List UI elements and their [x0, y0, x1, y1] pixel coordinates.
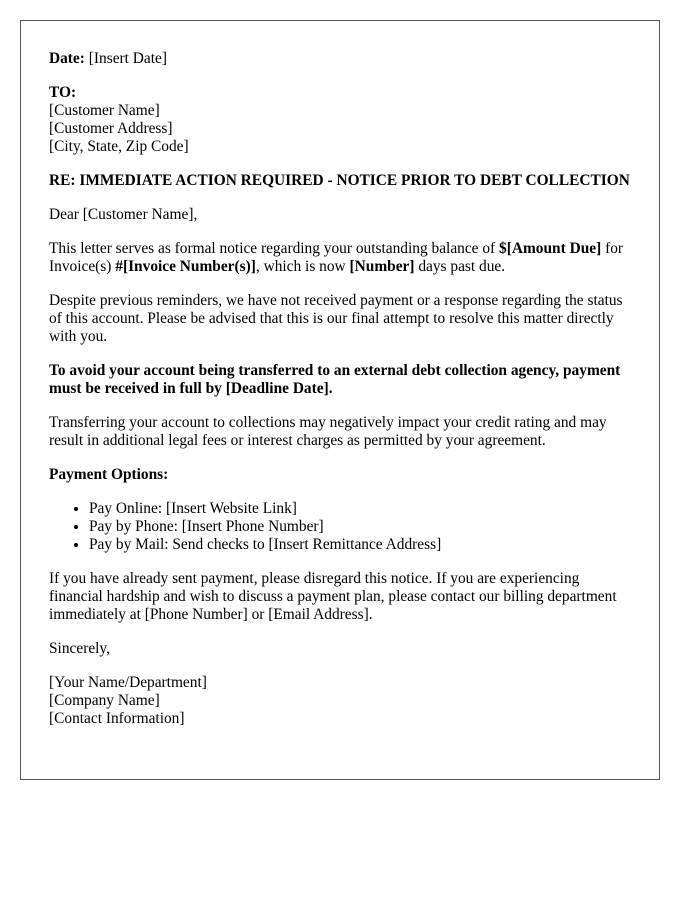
letter-page: [20, 20, 660, 780]
recipient-label: TO:: [49, 84, 77, 101]
signature-name: [Your Name/Department]: [49, 674, 207, 691]
payment-options-list: [49, 500, 631, 554]
payment-option-mail: • Pay by Mail: Send checks to [Insert Remittance Address]: [89, 536, 631, 554]
date-value: [Insert Date]: [88, 50, 167, 67]
signature-contact: [Contact Information]: [49, 710, 185, 727]
warning-paragraph: To avoid your account being transferred to an external debt collection agency, payment must be received in full by [Deadline Date].: [49, 362, 621, 397]
date-label: Date:: [49, 50, 85, 67]
balance-paragraph: [49, 240, 631, 276]
days-past-due: [Number]: [349, 258, 415, 275]
recipient-name: [Customer Name]: [49, 102, 160, 119]
invoice-number: #[Invoice Number(s)]: [115, 258, 256, 275]
reminder-paragraph: Despite previous reminders, we have not received payment or a response regarding the status of this account. Please be advised that this is our final attempt to resolve this matter directly with you.: [49, 292, 623, 345]
closing: Sincerely,: [49, 640, 110, 657]
recipient-address: [Customer Address]: [49, 120, 173, 137]
consequence-paragraph: Transferring your account to collections may negatively impact your credit rating and may result in additional legal fees or interest charges as permitted by your agreement.: [49, 414, 607, 449]
balance-text-2: for Invoice(s): [49, 240, 624, 275]
amount-due: $[Amount Due]: [499, 240, 602, 257]
signature-company: [Company Name]: [49, 692, 160, 709]
subject-line: RE: IMMEDIATE ACTION REQUIRED - NOTICE PRIOR TO DEBT COLLECTION: [49, 172, 630, 189]
salutation: Dear [Customer Name],: [49, 206, 198, 223]
recipient-city-line: [City, State, Zip Code]: [49, 138, 189, 155]
payment-option-online: • Pay Online: [Insert Website Link]: [89, 500, 631, 518]
recipient-block: [49, 84, 631, 156]
balance-text-1: This letter serves as formal notice regarding your outstanding balance of: [49, 240, 500, 257]
payment-options-heading: Payment Options:: [49, 466, 169, 483]
balance-text-3: , which is now: [255, 258, 350, 275]
signature-block: [49, 674, 631, 728]
payment-option-phone: • Pay by Phone: [Insert Phone Number]: [89, 518, 631, 536]
balance-text-4: days past due.: [414, 258, 506, 275]
hardship-paragraph: If you have already sent payment, please disregard this notice. If you are experiencing financial hardship and wish to discuss a payment plan, please contact our billing department immediately at [Phone Number] or [Email Address].: [49, 570, 617, 623]
date-line: [49, 50, 631, 68]
